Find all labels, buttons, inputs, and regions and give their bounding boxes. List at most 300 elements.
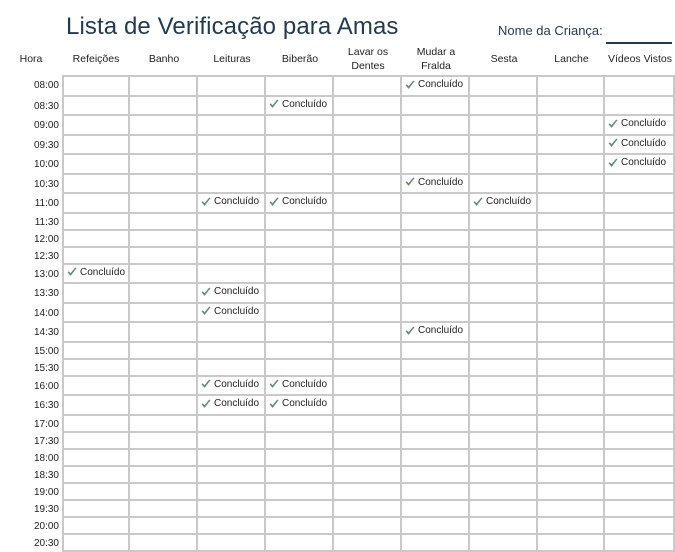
checklist-cell[interactable] — [198, 416, 266, 433]
checklist-cell[interactable] — [334, 484, 402, 501]
checklist-cell[interactable] — [402, 304, 470, 324]
checklist-cell[interactable] — [470, 501, 538, 518]
checklist-cell[interactable] — [62, 396, 130, 416]
checklist-cell[interactable] — [538, 116, 605, 136]
checklist-cell[interactable] — [538, 450, 605, 467]
checklist-cell[interactable] — [470, 75, 538, 97]
checklist-cell[interactable] — [470, 343, 538, 360]
checklist-cell[interactable] — [62, 97, 130, 117]
checklist-cell[interactable] — [402, 323, 470, 343]
checklist-cell[interactable] — [334, 155, 402, 175]
checklist-cell[interactable] — [538, 501, 605, 518]
checklist-cell[interactable] — [266, 97, 334, 117]
done-label: Concluído — [621, 137, 667, 149]
checklist-cell[interactable] — [266, 175, 334, 195]
checklist-cell[interactable] — [62, 248, 130, 265]
checklist-cell[interactable] — [605, 377, 675, 397]
done-mark — [198, 304, 259, 319]
column-header-hora: Hora — [19, 53, 43, 65]
time-label: 20:30 — [33, 537, 59, 549]
checklist-cell[interactable] — [198, 136, 266, 156]
checklist-cell[interactable] — [538, 535, 605, 552]
checklist-cell[interactable] — [538, 323, 605, 343]
checklist-cell[interactable] — [334, 360, 402, 377]
checklist-cell[interactable] — [605, 155, 675, 175]
checklist-cell[interactable] — [62, 518, 130, 535]
checklist-cell[interactable] — [198, 535, 266, 552]
checklist-cell[interactable] — [605, 323, 675, 343]
checklist-cell[interactable] — [130, 136, 198, 156]
checklist-cell[interactable] — [605, 501, 675, 518]
checklist-cell[interactable] — [605, 116, 675, 136]
checklist-cell[interactable] — [538, 396, 605, 416]
checklist-cell[interactable] — [470, 136, 538, 156]
checklist-cell[interactable] — [402, 450, 470, 467]
checklist-cell[interactable] — [402, 155, 470, 175]
checklist-cell[interactable] — [266, 214, 334, 231]
checklist-cell[interactable] — [130, 396, 198, 416]
checklist-cell[interactable] — [62, 377, 130, 397]
checklist-cell[interactable] — [334, 231, 402, 248]
done-mark — [64, 265, 125, 280]
checklist-cell[interactable] — [198, 467, 266, 484]
checklist-cell[interactable] — [605, 360, 675, 377]
checklist-cell[interactable] — [538, 416, 605, 433]
checklist-cell[interactable] — [538, 194, 605, 214]
column-header-lavar-os-dentes: Lavar os Dentes — [347, 46, 389, 72]
checklist-cell[interactable] — [402, 343, 470, 360]
checklist-cell[interactable] — [402, 501, 470, 518]
checklist-cell[interactable] — [334, 304, 402, 324]
time-label: 13:00 — [33, 268, 59, 280]
checklist-cell[interactable] — [130, 214, 198, 231]
checklist-cell[interactable] — [62, 323, 130, 343]
checklist-cell[interactable] — [334, 284, 402, 304]
time-label: 12:00 — [33, 233, 59, 245]
header-row — [0, 43, 675, 75]
table-row — [0, 484, 675, 501]
checklist-cell[interactable] — [402, 416, 470, 433]
done-mark — [266, 377, 327, 392]
checklist-cell[interactable] — [470, 518, 538, 535]
done-label: Concluído — [282, 196, 328, 207]
checklist-cell[interactable] — [62, 284, 130, 304]
checklist-cell[interactable] — [62, 194, 130, 214]
checklist-cell[interactable] — [402, 97, 470, 117]
time-label: 14:30 — [33, 327, 59, 339]
checklist-cell[interactable] — [605, 416, 675, 433]
checklist-cell[interactable] — [334, 518, 402, 535]
checklist-cell[interactable] — [130, 284, 198, 304]
checklist-cell[interactable] — [334, 416, 402, 433]
checklist-cell[interactable] — [130, 265, 198, 285]
checklist-cell[interactable] — [402, 194, 470, 214]
checklist-cell[interactable] — [402, 360, 470, 377]
checklist-cell[interactable] — [62, 136, 130, 156]
checklist-cell[interactable] — [605, 97, 675, 117]
table-row — [0, 214, 675, 231]
checklist-cell[interactable] — [470, 450, 538, 467]
done-mark — [198, 377, 259, 392]
checklist-cell[interactable] — [538, 377, 605, 397]
checklist-cell[interactable] — [470, 97, 538, 117]
checklist-cell[interactable] — [130, 175, 198, 195]
checkmark-icon — [405, 326, 415, 336]
checklist-cell[interactable] — [266, 416, 334, 433]
checklist-cell[interactable] — [62, 433, 130, 450]
done-mark — [198, 284, 259, 299]
checklist-cell[interactable] — [130, 97, 198, 117]
checklist-cell[interactable] — [62, 265, 130, 285]
checklist-cell[interactable] — [198, 501, 266, 518]
done-mark — [266, 396, 327, 411]
checklist-cell[interactable] — [605, 214, 675, 231]
checklist-cell[interactable] — [402, 248, 470, 265]
checklist-cell[interactable] — [605, 284, 675, 304]
checkmark-icon — [608, 138, 618, 148]
checkmark-icon — [473, 197, 483, 207]
checklist-cell[interactable] — [198, 377, 266, 397]
checklist-cell[interactable] — [470, 433, 538, 450]
checklist-cell[interactable] — [130, 343, 198, 360]
checklist-cell[interactable] — [605, 343, 675, 360]
checklist-cell[interactable] — [605, 535, 675, 552]
time-label: 11:00 — [34, 198, 59, 210]
checklist-cell[interactable] — [538, 97, 605, 117]
checklist-cell[interactable] — [334, 377, 402, 397]
checklist-cell[interactable] — [266, 323, 334, 343]
checklist-cell[interactable] — [266, 248, 334, 265]
checklist-cell[interactable] — [130, 484, 198, 501]
done-label: Concluído — [418, 176, 464, 188]
checklist-cell[interactable] — [402, 175, 470, 195]
table-row — [0, 97, 675, 117]
checklist-cell[interactable] — [538, 360, 605, 377]
checklist-cell[interactable] — [538, 214, 605, 231]
checklist-cell[interactable] — [470, 284, 538, 304]
checklist-cell[interactable] — [538, 467, 605, 484]
done-mark — [402, 323, 463, 338]
checklist-cell[interactable] — [402, 116, 470, 136]
checklist-cell[interactable] — [130, 304, 198, 324]
checklist-cell[interactable] — [62, 484, 130, 501]
checklist-cell[interactable] — [402, 265, 470, 285]
checklist-cell[interactable] — [605, 467, 675, 484]
checklist-cell[interactable] — [605, 136, 675, 156]
checklist-cell[interactable] — [266, 535, 334, 552]
checklist-cell[interactable] — [198, 396, 266, 416]
checklist-cell[interactable] — [130, 450, 198, 467]
checklist-cell[interactable] — [266, 116, 334, 136]
checklist-cell[interactable] — [402, 396, 470, 416]
checklist-cell[interactable] — [334, 323, 402, 343]
checklist-cell[interactable] — [538, 304, 605, 324]
checklist-cell[interactable] — [470, 175, 538, 195]
time-label: 16:30 — [33, 400, 59, 412]
checklist-cell[interactable] — [198, 231, 266, 248]
checklist-cell[interactable] — [470, 155, 538, 175]
done-label: Concluído — [621, 118, 667, 129]
checklist-cell[interactable] — [62, 416, 130, 433]
time-label: 18:00 — [33, 452, 59, 464]
checklist-cell[interactable] — [62, 360, 130, 377]
checklist-cell[interactable] — [402, 433, 470, 450]
checklist-cell[interactable] — [605, 248, 675, 265]
checklist-cell[interactable] — [334, 433, 402, 450]
checklist-cell[interactable] — [266, 396, 334, 416]
checklist-cell[interactable] — [538, 175, 605, 195]
column-header-refeicoes: Refeições — [72, 53, 120, 65]
time-label: 19:00 — [33, 486, 59, 498]
checklist-cell[interactable] — [334, 175, 402, 195]
checklist-cell[interactable] — [130, 75, 198, 97]
checklist-cell[interactable] — [266, 304, 334, 324]
checklist-cell[interactable] — [538, 284, 605, 304]
checklist-cell[interactable] — [402, 136, 470, 156]
checklist-cell[interactable] — [130, 116, 198, 136]
checklist-cell[interactable] — [266, 467, 334, 484]
checklist-cell[interactable] — [402, 214, 470, 231]
checklist-cell[interactable] — [62, 116, 130, 136]
checklist-cell[interactable] — [605, 450, 675, 467]
checklist-cell[interactable] — [266, 231, 334, 248]
checklist-cell[interactable] — [470, 304, 538, 324]
checklist-cell[interactable] — [266, 194, 334, 214]
checklist-cell[interactable] — [130, 416, 198, 433]
checklist-cell[interactable] — [334, 535, 402, 552]
checklist-cell[interactable] — [334, 97, 402, 117]
checklist-cell[interactable] — [605, 194, 675, 214]
checklist-cell[interactable] — [198, 450, 266, 467]
checklist-cell[interactable] — [130, 231, 198, 248]
checklist-cell[interactable] — [198, 265, 266, 285]
done-label: Concluído — [214, 196, 260, 207]
checklist-cell[interactable] — [130, 248, 198, 265]
done-label: Concluído — [418, 79, 464, 90]
checklist-cell[interactable] — [266, 265, 334, 285]
checklist-cell[interactable] — [130, 323, 198, 343]
checklist-cell[interactable] — [470, 416, 538, 433]
checklist-cell[interactable] — [538, 248, 605, 265]
checklist-cell[interactable] — [538, 265, 605, 285]
checklist-cell[interactable] — [62, 343, 130, 360]
column-header-mudar-a-fralda: Mudar a Fralda — [416, 46, 456, 72]
checklist-cell[interactable] — [402, 467, 470, 484]
checklist-cell[interactable] — [62, 467, 130, 484]
checklist-cell[interactable] — [62, 231, 130, 248]
grid-body — [0, 75, 675, 552]
checklist-cell[interactable] — [470, 467, 538, 484]
checklist-cell[interactable] — [402, 535, 470, 552]
checklist-cell[interactable] — [62, 450, 130, 467]
checklist-cell[interactable] — [266, 284, 334, 304]
done-label: Concluído — [214, 378, 260, 390]
done-mark — [402, 175, 463, 190]
checklist-cell[interactable] — [470, 214, 538, 231]
checklist-cell[interactable] — [266, 155, 334, 175]
checklist-cell[interactable] — [130, 501, 198, 518]
checklist-cell[interactable] — [130, 377, 198, 397]
checklist-cell[interactable] — [198, 518, 266, 535]
done-mark — [605, 136, 666, 151]
checklist-cell[interactable] — [198, 97, 266, 117]
done-label: Concluído — [621, 157, 667, 168]
table-row — [0, 360, 675, 377]
checklist-cell[interactable] — [62, 75, 130, 97]
checklist-cell[interactable] — [130, 194, 198, 214]
done-mark — [266, 97, 327, 112]
checklist-cell[interactable] — [334, 501, 402, 518]
time-label: 17:30 — [33, 435, 59, 447]
checklist-cell[interactable] — [198, 284, 266, 304]
table-row — [0, 323, 675, 343]
checklist-cell[interactable] — [198, 175, 266, 195]
checklist-cell[interactable] — [538, 433, 605, 450]
checklist-cell[interactable] — [62, 155, 130, 175]
checklist-cell[interactable] — [538, 75, 605, 97]
done-mark — [470, 194, 531, 209]
checklist-cell[interactable] — [470, 265, 538, 285]
checklist-cell[interactable] — [198, 248, 266, 265]
checklist-cell[interactable] — [470, 231, 538, 248]
checklist-cell[interactable] — [266, 484, 334, 501]
checklist-cell[interactable] — [402, 75, 470, 97]
checklist-cell[interactable] — [266, 343, 334, 360]
done-label: Concluído — [282, 398, 328, 409]
checklist-cell[interactable] — [334, 75, 402, 97]
checklist-cell[interactable] — [198, 360, 266, 377]
checklist-cell[interactable] — [605, 304, 675, 324]
checklist-cell[interactable] — [470, 377, 538, 397]
table-row — [0, 396, 675, 416]
checklist-cell[interactable] — [130, 518, 198, 535]
checklist-cell[interactable] — [470, 323, 538, 343]
checklist-cell[interactable] — [470, 396, 538, 416]
table-row — [0, 501, 675, 518]
table-row — [0, 416, 675, 433]
checklist-cell[interactable] — [62, 501, 130, 518]
checklist-cell[interactable] — [198, 75, 266, 97]
child-name-label: Nome da Criança: — [498, 23, 603, 38]
checklist-cell[interactable] — [266, 360, 334, 377]
checklist-cell[interactable] — [605, 433, 675, 450]
checklist-cell[interactable] — [538, 343, 605, 360]
checklist-cell[interactable] — [334, 248, 402, 265]
checklist-cell[interactable] — [62, 535, 130, 552]
checkmark-icon — [201, 197, 211, 207]
table-row — [0, 155, 675, 175]
checklist-cell[interactable] — [198, 194, 266, 214]
checklist-cell[interactable] — [266, 75, 334, 97]
checklist-cell[interactable] — [470, 248, 538, 265]
checklist-cell[interactable] — [62, 175, 130, 195]
table-row — [0, 116, 675, 136]
checklist-cell[interactable] — [62, 304, 130, 324]
checklist-cell[interactable] — [334, 450, 402, 467]
checklist-cell[interactable] — [198, 343, 266, 360]
checklist-cell[interactable] — [470, 360, 538, 377]
time-label: 11:30 — [34, 216, 59, 228]
done-label: Concluído — [214, 398, 260, 409]
column-header-biberao: Biberão — [281, 53, 319, 65]
checklist-cell[interactable] — [130, 467, 198, 484]
checklist-cell[interactable] — [130, 155, 198, 175]
checklist-cell[interactable] — [402, 377, 470, 397]
checklist-cell[interactable] — [198, 433, 266, 450]
table-row — [0, 175, 675, 195]
checklist-cell[interactable] — [334, 214, 402, 231]
time-label: 12:30 — [33, 250, 59, 262]
checklist-cell[interactable] — [470, 535, 538, 552]
checklist-cell[interactable] — [470, 116, 538, 136]
time-label: 08:30 — [33, 100, 59, 112]
table-row — [0, 75, 675, 97]
checklist-cell[interactable] — [266, 501, 334, 518]
checklist-cell[interactable] — [334, 116, 402, 136]
checklist-cell[interactable] — [334, 396, 402, 416]
checklist-cell[interactable] — [198, 155, 266, 175]
checklist-cell[interactable] — [334, 467, 402, 484]
checklist-cell[interactable] — [266, 433, 334, 450]
checklist-cell[interactable] — [538, 155, 605, 175]
checklist-cell[interactable] — [198, 304, 266, 324]
checklist-cell[interactable] — [402, 518, 470, 535]
checklist-cell[interactable] — [605, 75, 675, 97]
checklist-cell[interactable] — [62, 214, 130, 231]
checklist-cell[interactable] — [334, 136, 402, 156]
checklist-cell[interactable] — [130, 360, 198, 377]
checklist-cell[interactable] — [198, 116, 266, 136]
checklist-cell[interactable] — [605, 231, 675, 248]
checklist-cell[interactable] — [402, 231, 470, 248]
checklist-cell[interactable] — [130, 535, 198, 552]
time-label: 15:30 — [33, 362, 59, 374]
checklist-cell[interactable] — [605, 175, 675, 195]
checklist-cell[interactable] — [334, 343, 402, 360]
column-header-videos-vistos: Vídeos Vistos — [607, 53, 672, 65]
checklist-cell[interactable] — [334, 265, 402, 285]
checklist-cell[interactable] — [402, 284, 470, 304]
time-label: 19:30 — [33, 503, 59, 515]
done-mark — [198, 396, 259, 411]
checklist-cell[interactable] — [266, 136, 334, 156]
checklist-cell[interactable] — [605, 265, 675, 285]
checklist-cell[interactable] — [605, 396, 675, 416]
checkmark-icon — [67, 267, 77, 277]
checklist-cell[interactable] — [538, 484, 605, 501]
checklist-cell[interactable] — [402, 484, 470, 501]
checklist-cell[interactable] — [266, 518, 334, 535]
checklist-cell[interactable] — [605, 484, 675, 501]
checklist-cell[interactable] — [538, 136, 605, 156]
checklist-cell[interactable] — [334, 194, 402, 214]
checklist-cell[interactable] — [470, 484, 538, 501]
checklist-cell[interactable] — [266, 450, 334, 467]
done-label: Concluído — [282, 378, 328, 390]
checklist-cell[interactable] — [470, 194, 538, 214]
time-label: 15:00 — [33, 345, 59, 357]
checklist-cell[interactable] — [198, 323, 266, 343]
page-title: Lista de Verificação para Amas — [66, 13, 399, 40]
checklist-cell[interactable] — [538, 518, 605, 535]
checklist-cell[interactable] — [198, 484, 266, 501]
checklist-cell[interactable] — [605, 518, 675, 535]
checklist-cell[interactable] — [266, 377, 334, 397]
checklist-cell[interactable] — [198, 214, 266, 231]
time-label: 09:30 — [33, 139, 59, 151]
checklist-cell[interactable] — [538, 231, 605, 248]
checklist-cell[interactable] — [130, 433, 198, 450]
